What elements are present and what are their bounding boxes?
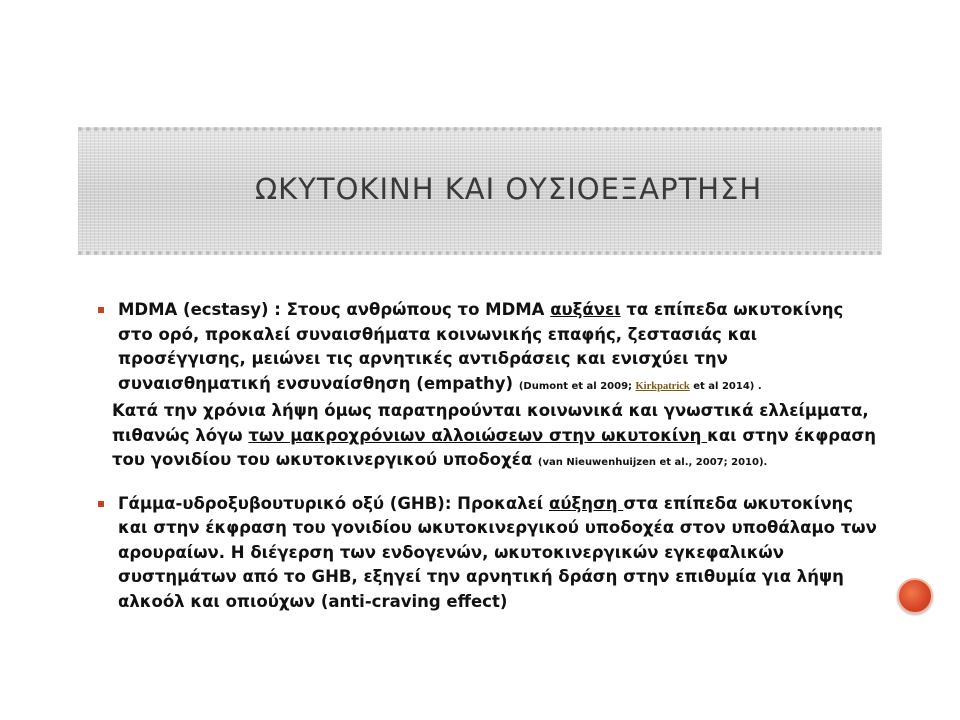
bullet-mdma-term: MDMA (ecstasy) : (118, 300, 281, 319)
bullet-square-icon (98, 307, 104, 313)
citation-dumont: (Dumont et al 2009; (518, 380, 636, 392)
slide-title: ΩΚΥΤΟΚΙΝΗ ΚΑΙ ΟΥΣΙΟΕΞΑΡΤΗΣΗ (255, 172, 763, 206)
continuation-text-a: Κατά την χρόνια λήψη όμως παρατηρούνται κοινωνικά και γνωστικά ελλείμματα, πιθανώς λόγω (112, 401, 869, 445)
citation-kirkpatrick-tail: et al 2014) . (689, 380, 762, 392)
slide-content (98, 298, 878, 614)
continuation-text-b: και στην έκφραση του γονιδίου του ωκυτοκινεργικού υποδοχέα (112, 425, 876, 469)
bullet-ghb-underline: αύξηση (548, 493, 624, 513)
bullet-ghb-text-b: στα επίπεδα ωκυτοκίνης και στην έκφραση του γονιδίου ωκυτοκινεργικού υποδοχέα στον υποθάλαμο των αρουραίων. Η διέγερση των ενδογενών, ωκυτοκινεργικών εγκεφαλικών συστημάτων από το GHB, εξηγεί την αρνητική δράση στην επιθυμία για λήψη αλκοόλ και οπιούχων (anti-craving effect) (118, 493, 877, 611)
citation-van-nieuwenhuijzen: (van Nieuwenhuijzen et al., 2007; 2010). (537, 457, 768, 468)
continuation-underline: των μακροχρόνιων αλλοιώσεων στην ωκυτοκίνη (248, 425, 708, 445)
bullet-ghb (98, 492, 878, 615)
bullet-ghb-text-a: Προκαλεί (451, 493, 549, 513)
bullet-mdma (98, 298, 878, 399)
bullet-ghb-term: Γάμμα-υδροξυβουτυρικό οξύ (GHB): (118, 493, 452, 513)
slide-nav-button[interactable] (897, 578, 933, 614)
citation-link-kirkpatrick[interactable]: Kirkpatrick (635, 380, 690, 392)
bullet-mdma-text-a: Στους ανθρώπους το MDMA (280, 300, 551, 319)
bullet-mdma-text-b: τα επίπεδα ωκυτοκίνης στο ορό, προκαλεί συναισθήματα κοινωνικής επαφής, ζεστασιάς και προσέγγισης, μειώνει τις αρνητικές αντιδράσεις και ενισχύει την συναισθηματική ενσυναίσθηση (empathy) (118, 300, 844, 393)
bullet-square-icon (98, 501, 104, 507)
continuation-paragraph (98, 399, 878, 476)
bullet-mdma-underline: αυξάνει (550, 300, 621, 319)
